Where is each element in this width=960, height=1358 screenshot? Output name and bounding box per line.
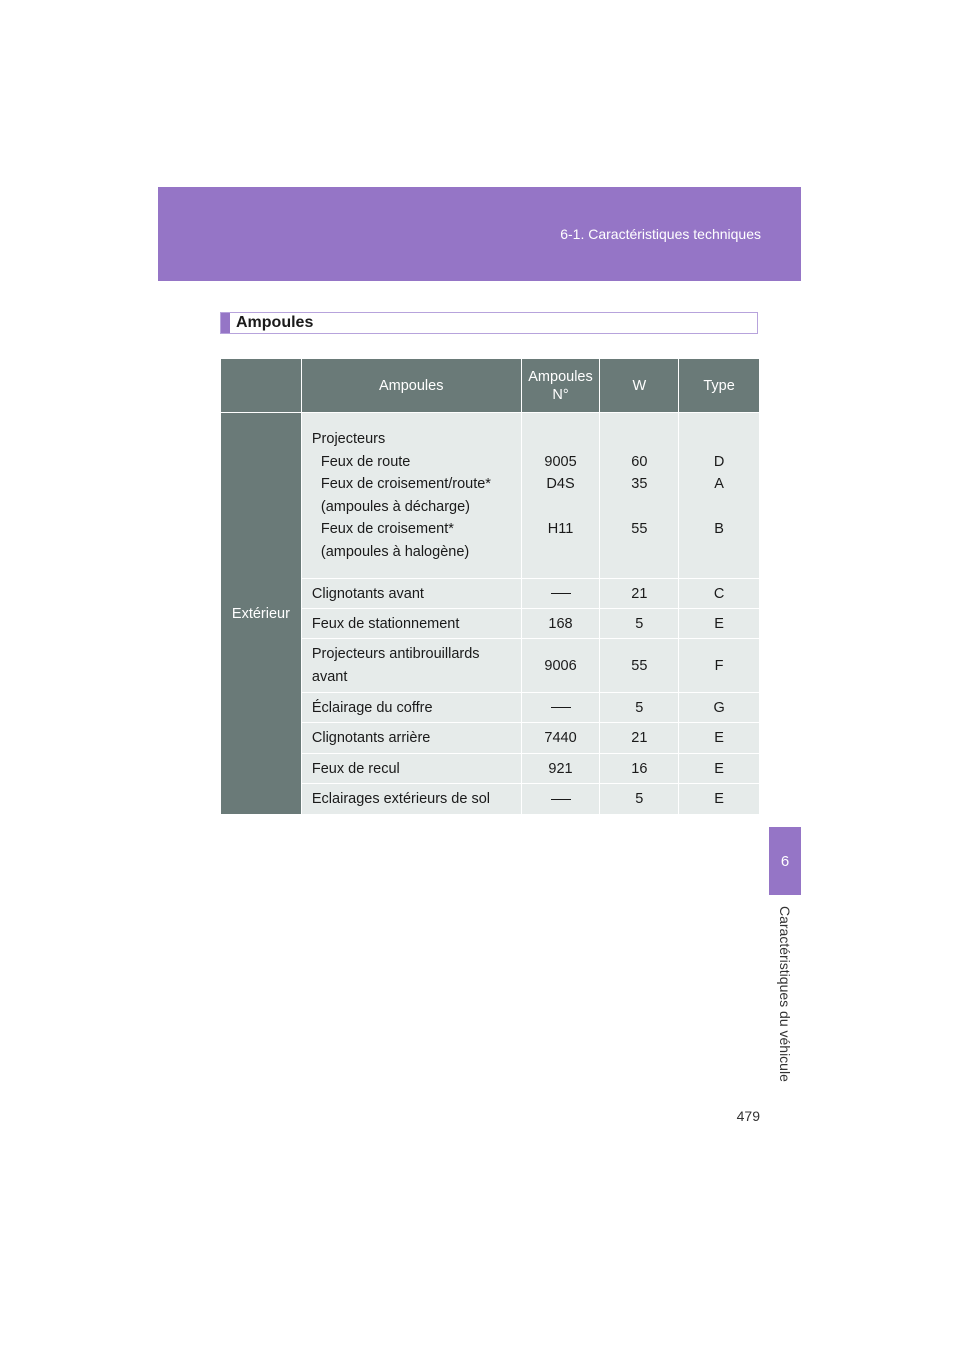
- table-row: [221, 609, 760, 639]
- bulb-watt: 5: [600, 693, 679, 723]
- table-row: [221, 639, 760, 693]
- header-bulb-no: [521, 359, 600, 413]
- bulb-type: E: [679, 784, 760, 815]
- bulb-no-cell: [521, 693, 600, 723]
- table-row: [221, 784, 760, 815]
- projecteurs-watt-cell: [600, 413, 679, 579]
- dash-mark: [551, 799, 571, 800]
- projecteurs-line: Feux de croisement*: [320, 521, 454, 537]
- header-type: Type: [679, 359, 760, 413]
- bulb-watt: 21: [600, 723, 679, 754]
- projecteurs-name-cell: [301, 413, 521, 579]
- bulb-name-text: Projecteurs antibrouillards avant: [311, 646, 480, 685]
- table-row: [221, 579, 760, 609]
- bulb-watt: 60: [631, 453, 648, 470]
- header-empty: [221, 359, 302, 413]
- bulb-name: [301, 639, 521, 693]
- section-heading: [220, 312, 758, 334]
- dash-mark: [551, 707, 571, 708]
- chapter-header-band: [158, 187, 801, 281]
- chapter-side-label: Caractéristiques du véhicule: [777, 906, 793, 1082]
- bulb-watt: 55: [631, 521, 648, 537]
- bulb-no: 168: [521, 609, 600, 639]
- bulb-name: Clignotants avant: [301, 579, 521, 609]
- bulb-watt: 16: [600, 754, 679, 784]
- bulb-no: H11: [547, 521, 574, 537]
- bulb-watt: 35: [631, 476, 648, 492]
- category-cell: Extérieur: [221, 413, 302, 815]
- header-watt: W: [600, 359, 679, 413]
- table-row: [221, 693, 760, 723]
- bulb-name: Clignotants arrière: [301, 723, 521, 754]
- projecteurs-type-cell: [679, 413, 760, 579]
- projecteurs-line: (ampoules à halogène): [320, 543, 470, 560]
- bulb-no: 9005: [544, 453, 577, 470]
- bulb-type: E: [679, 754, 760, 784]
- chapter-number: 6: [780, 852, 790, 870]
- bulb-type: C: [679, 579, 760, 609]
- bulb-type: B: [714, 521, 724, 537]
- projecteurs-line: Feux de route: [320, 453, 411, 470]
- dash-mark: [551, 593, 571, 594]
- section-label: 6-1. Caractéristiques techniques: [560, 226, 761, 242]
- table-row: [221, 723, 760, 754]
- section-title: Ampoules: [236, 314, 314, 331]
- projecteurs-line: Feux de croisement/route*: [320, 476, 491, 492]
- bulb-watt: 21: [600, 579, 679, 609]
- chapter-tab: [769, 827, 801, 895]
- bulb-type: A: [714, 476, 724, 492]
- bulb-no: D4S: [546, 476, 575, 492]
- table-header-row: [221, 359, 760, 413]
- bulb-watt: 5: [600, 784, 679, 815]
- header-bulb-no-line2: N°: [552, 386, 569, 403]
- page-number: 479: [736, 1108, 760, 1124]
- projecteurs-line: (ampoules à décharge): [320, 498, 471, 515]
- projecteurs-title: Projecteurs: [311, 431, 386, 447]
- bulb-type: F: [679, 639, 760, 693]
- bulb-type: E: [679, 609, 760, 639]
- bulb-watt: 5: [600, 609, 679, 639]
- bulb-no-cell: [521, 784, 600, 815]
- table-row: [221, 413, 760, 579]
- bulb-no: 9006: [521, 639, 600, 693]
- bulb-name: Eclairages extérieurs de sol: [301, 784, 521, 815]
- bulb-type: D: [713, 453, 725, 470]
- header-bulbs: Ampoules: [301, 359, 521, 413]
- bulb-name: Feux de stationnement: [301, 609, 521, 639]
- bulb-type: E: [679, 723, 760, 754]
- bulb-no: 7440: [521, 723, 600, 754]
- bulb-name: Feux de recul: [301, 754, 521, 784]
- bulb-no: 921: [521, 754, 600, 784]
- bulbs-table: [220, 358, 760, 815]
- bulb-no-cell: [521, 579, 600, 609]
- projecteurs-no-cell: [521, 413, 600, 579]
- header-bulb-no-line1: Ampoules: [528, 368, 593, 385]
- heading-accent-bar: [221, 313, 230, 333]
- bulb-watt: 55: [600, 639, 679, 693]
- bulb-name: Éclairage du coffre: [301, 693, 521, 723]
- bulb-type: G: [679, 693, 760, 723]
- table-row: [221, 754, 760, 784]
